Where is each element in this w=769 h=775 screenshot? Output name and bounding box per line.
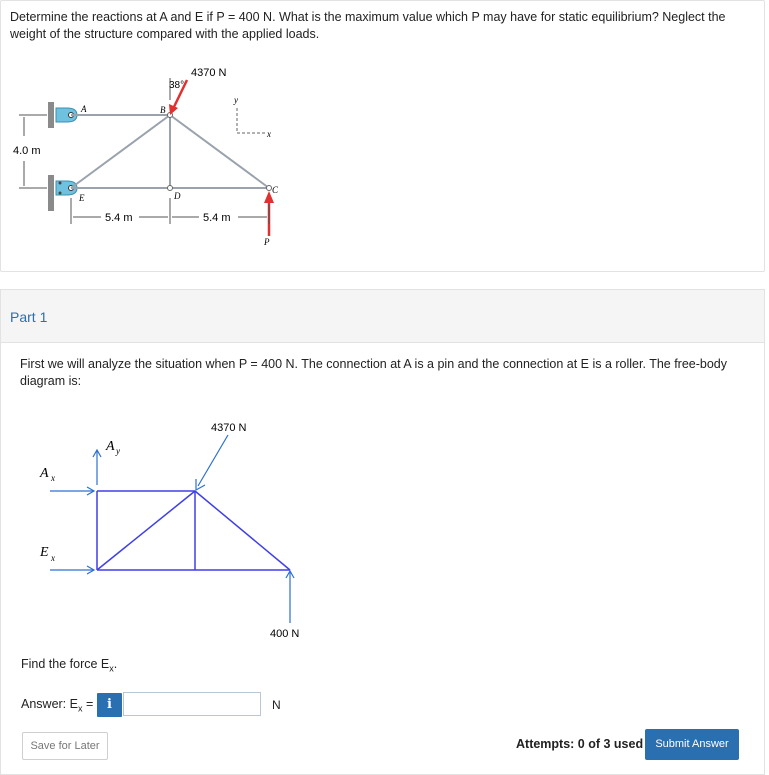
label-p: P (264, 237, 270, 247)
label-d: D (174, 191, 181, 201)
span-right: 5.4 m (203, 212, 231, 224)
answer-unit: N (272, 698, 281, 712)
submit-answer-button[interactable]: Submit Answer (645, 729, 739, 760)
find-prompt: Find the force $E_x$. (21, 657, 118, 674)
problem-figure (1, 56, 321, 256)
attempts-counter: Attempts: 0 of 3 used (516, 737, 644, 751)
span-left: 5.4 m (105, 212, 133, 224)
axis-x: x (267, 129, 271, 139)
fbd-ex-sub: x (51, 553, 55, 563)
part-intro: First we will analyze the situation when P = 400 N. The connection at A is a pin and the connection at E is a roller. The free-body diagram is: (20, 357, 728, 388)
problem-text: Determine the reactions at A and E if P = 400 N. What is the maximum value which P may have for static equilibrium? Neglect the weight of the structure compared with the applied loads. (10, 10, 726, 41)
label-c: C (272, 185, 279, 195)
fbd-members (97, 491, 290, 570)
load-label: 4370 N (191, 67, 227, 79)
problem-card (0, 0, 765, 272)
answer-label: Answer: $E_x$ = (21, 697, 94, 714)
fbd-ay-sub: y (116, 446, 120, 456)
truss-members (71, 115, 269, 188)
free-body-diagram (20, 415, 320, 645)
fbd-ex-label: E (40, 545, 49, 560)
answer-input[interactable] (123, 692, 261, 716)
wall-top (48, 102, 54, 128)
angle-label: 38° (169, 80, 185, 91)
height-dim: 4.0 m (13, 145, 41, 157)
axis-y: y (234, 95, 238, 105)
wall-bottom (48, 175, 54, 211)
part-title: Part 1 (10, 309, 48, 325)
label-a: A (81, 104, 87, 114)
label-b: B (160, 105, 166, 115)
fbd-ax-label: A (40, 466, 49, 481)
fbd-ax-sub: x (51, 473, 55, 483)
fbd-ay-label: A (106, 439, 115, 454)
info-icon[interactable]: i (97, 693, 122, 717)
fbd-p-label: 400 N (270, 628, 300, 640)
save-for-later-button[interactable]: Save for Later (22, 732, 108, 760)
fbd-load-label: 4370 N (211, 422, 247, 434)
part-header (1, 290, 764, 343)
label-e: E (79, 193, 85, 203)
